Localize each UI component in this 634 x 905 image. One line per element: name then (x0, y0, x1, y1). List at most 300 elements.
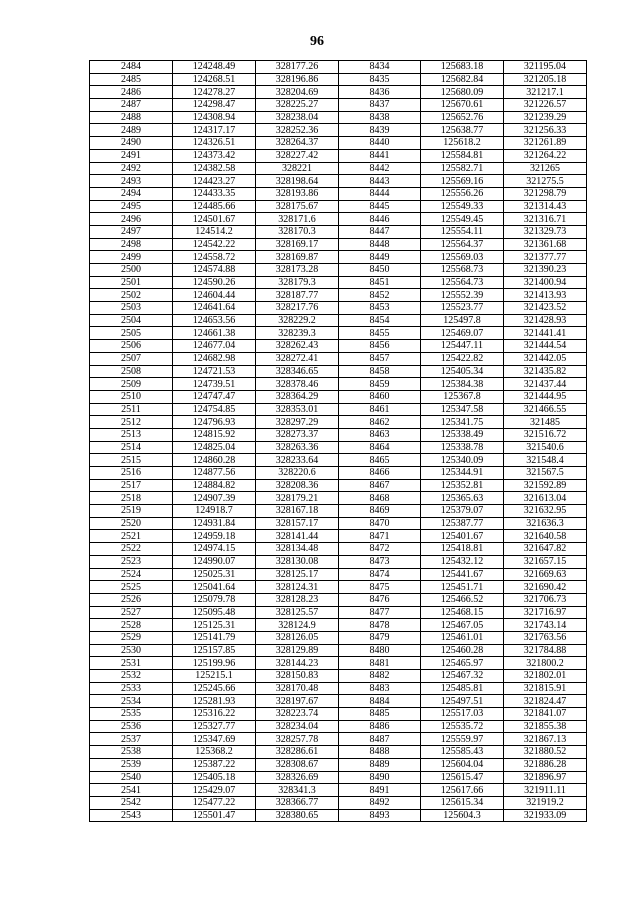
y-coordinate-right-cell: 321205.18 (504, 73, 587, 86)
y-coordinate-right-cell: 321800.2 (504, 657, 587, 670)
x-coordinate-right-cell: 125638.77 (421, 124, 504, 137)
point-number-right-cell: 8446 (339, 213, 421, 226)
table-row (90, 162, 587, 175)
x-coordinate-right-cell: 125535.72 (421, 720, 504, 733)
y-coordinate-right-cell: 321867.13 (504, 733, 587, 746)
x-coordinate-left-cell: 124542.22 (173, 238, 256, 251)
point-number-left-cell: 2502 (90, 289, 173, 302)
y-coordinate-right-cell: 321275.5 (504, 175, 587, 188)
x-coordinate-left-cell: 124278.27 (173, 86, 256, 99)
point-number-right-cell: 8471 (339, 530, 421, 543)
point-number-right-cell: 8465 (339, 454, 421, 467)
y-coordinate-right-cell: 321632.95 (504, 505, 587, 518)
y-coordinate-right-cell: 321567.5 (504, 467, 587, 480)
point-number-left-cell: 2495 (90, 200, 173, 213)
y-coordinate-left-cell: 328286.61 (256, 746, 339, 759)
x-coordinate-left-cell: 125025.31 (173, 568, 256, 581)
y-coordinate-left-cell: 328364.29 (256, 390, 339, 403)
table-row (90, 428, 587, 441)
y-coordinate-left-cell: 328221 (256, 162, 339, 175)
x-coordinate-right-cell: 125447.11 (421, 340, 504, 353)
x-coordinate-right-cell: 125485.81 (421, 682, 504, 695)
point-number-left-cell: 2494 (90, 187, 173, 200)
y-coordinate-right-cell: 321815.91 (504, 682, 587, 695)
y-coordinate-right-cell: 321256.33 (504, 124, 587, 137)
table-row (90, 771, 587, 784)
point-number-left-cell: 2496 (90, 213, 173, 226)
x-coordinate-left-cell: 124248.49 (173, 61, 256, 74)
table-row (90, 505, 587, 518)
point-number-left-cell: 2513 (90, 428, 173, 441)
y-coordinate-left-cell: 328239.3 (256, 327, 339, 340)
x-coordinate-right-cell: 125582.71 (421, 162, 504, 175)
point-number-right-cell: 8436 (339, 86, 421, 99)
point-number-left-cell: 2525 (90, 581, 173, 594)
x-coordinate-right-cell: 125451.71 (421, 581, 504, 594)
x-coordinate-left-cell: 124317.17 (173, 124, 256, 137)
y-coordinate-left-cell: 328130.08 (256, 555, 339, 568)
y-coordinate-right-cell: 321239.29 (504, 111, 587, 124)
x-coordinate-left-cell: 125215.1 (173, 670, 256, 683)
table-row (90, 61, 587, 74)
y-coordinate-left-cell: 328220.6 (256, 467, 339, 480)
y-coordinate-right-cell: 321413.93 (504, 289, 587, 302)
table-row (90, 784, 587, 797)
table-row (90, 631, 587, 644)
x-coordinate-right-cell: 125604.04 (421, 758, 504, 771)
point-number-left-cell: 2523 (90, 555, 173, 568)
x-coordinate-left-cell: 125477.22 (173, 796, 256, 809)
y-coordinate-right-cell: 321264.22 (504, 149, 587, 162)
point-number-right-cell: 8449 (339, 251, 421, 264)
y-coordinate-right-cell: 321911.11 (504, 784, 587, 797)
point-number-left-cell: 2508 (90, 365, 173, 378)
point-number-right-cell: 8454 (339, 314, 421, 327)
x-coordinate-right-cell: 125569.03 (421, 251, 504, 264)
table-row (90, 581, 587, 594)
y-coordinate-left-cell: 328126.05 (256, 631, 339, 644)
y-coordinate-left-cell: 328128.23 (256, 593, 339, 606)
y-coordinate-left-cell: 328179.3 (256, 276, 339, 289)
point-number-right-cell: 8453 (339, 302, 421, 315)
table-row (90, 809, 587, 822)
y-coordinate-right-cell: 321690.42 (504, 581, 587, 594)
y-coordinate-left-cell: 328341.3 (256, 784, 339, 797)
x-coordinate-left-cell: 125368.2 (173, 746, 256, 759)
table-row (90, 378, 587, 391)
y-coordinate-right-cell: 321896.97 (504, 771, 587, 784)
point-number-left-cell: 2534 (90, 695, 173, 708)
table-row (90, 302, 587, 315)
x-coordinate-left-cell: 125316.22 (173, 708, 256, 721)
x-coordinate-left-cell: 124574.88 (173, 264, 256, 277)
x-coordinate-left-cell: 124796.93 (173, 416, 256, 429)
table-row (90, 314, 587, 327)
x-coordinate-right-cell: 125441.67 (421, 568, 504, 581)
y-coordinate-left-cell: 328124.31 (256, 581, 339, 594)
table-row (90, 251, 587, 264)
x-coordinate-right-cell: 125422.82 (421, 352, 504, 365)
y-coordinate-right-cell: 321400.94 (504, 276, 587, 289)
point-number-right-cell: 8485 (339, 708, 421, 721)
table-row (90, 568, 587, 581)
x-coordinate-right-cell: 125461.01 (421, 631, 504, 644)
table-row (90, 200, 587, 213)
x-coordinate-left-cell: 124514.2 (173, 225, 256, 238)
table-row (90, 111, 587, 124)
table-row (90, 264, 587, 277)
point-number-left-cell: 2533 (90, 682, 173, 695)
table-row (90, 796, 587, 809)
point-number-right-cell: 8488 (339, 746, 421, 759)
y-coordinate-right-cell: 321435.82 (504, 365, 587, 378)
point-number-right-cell: 8452 (339, 289, 421, 302)
x-coordinate-right-cell: 125338.49 (421, 428, 504, 441)
point-number-right-cell: 8493 (339, 809, 421, 822)
table-row (90, 187, 587, 200)
y-coordinate-left-cell: 328262.43 (256, 340, 339, 353)
point-number-left-cell: 2512 (90, 416, 173, 429)
y-coordinate-right-cell: 321226.57 (504, 99, 587, 112)
x-coordinate-right-cell: 125559.97 (421, 733, 504, 746)
point-number-right-cell: 8481 (339, 657, 421, 670)
y-coordinate-left-cell: 328177.26 (256, 61, 339, 74)
table-row (90, 555, 587, 568)
table-row (90, 149, 587, 162)
y-coordinate-left-cell: 328144.23 (256, 657, 339, 670)
point-number-left-cell: 2514 (90, 441, 173, 454)
y-coordinate-right-cell: 321647.82 (504, 543, 587, 556)
y-coordinate-right-cell: 321841.07 (504, 708, 587, 721)
y-coordinate-right-cell: 321261.89 (504, 137, 587, 150)
point-number-right-cell: 8435 (339, 73, 421, 86)
table-row (90, 340, 587, 353)
point-number-right-cell: 8445 (339, 200, 421, 213)
x-coordinate-right-cell: 125341.75 (421, 416, 504, 429)
x-coordinate-right-cell: 125617.66 (421, 784, 504, 797)
point-number-left-cell: 2542 (90, 796, 173, 809)
x-coordinate-left-cell: 124382.58 (173, 162, 256, 175)
x-coordinate-left-cell: 125125.31 (173, 619, 256, 632)
point-number-right-cell: 8444 (339, 187, 421, 200)
x-coordinate-left-cell: 124907.39 (173, 492, 256, 505)
y-coordinate-right-cell: 321636.3 (504, 517, 587, 530)
point-number-left-cell: 2541 (90, 784, 173, 797)
table-row (90, 86, 587, 99)
x-coordinate-right-cell: 125652.76 (421, 111, 504, 124)
point-number-right-cell: 8438 (339, 111, 421, 124)
y-coordinate-right-cell: 321706.73 (504, 593, 587, 606)
y-coordinate-left-cell: 328129.89 (256, 644, 339, 657)
point-number-left-cell: 2535 (90, 708, 173, 721)
x-coordinate-left-cell: 124959.18 (173, 530, 256, 543)
y-coordinate-right-cell: 321314.43 (504, 200, 587, 213)
y-coordinate-right-cell: 321444.95 (504, 390, 587, 403)
point-number-right-cell: 8455 (339, 327, 421, 340)
y-coordinate-right-cell: 321195.04 (504, 61, 587, 74)
x-coordinate-right-cell: 125347.58 (421, 403, 504, 416)
x-coordinate-right-cell: 125338.78 (421, 441, 504, 454)
y-coordinate-left-cell: 328173.28 (256, 264, 339, 277)
point-number-left-cell: 2488 (90, 111, 173, 124)
x-coordinate-right-cell: 125468.15 (421, 606, 504, 619)
y-coordinate-right-cell: 321428.93 (504, 314, 587, 327)
point-number-left-cell: 2539 (90, 758, 173, 771)
y-coordinate-right-cell: 321640.58 (504, 530, 587, 543)
x-coordinate-right-cell: 125344.91 (421, 467, 504, 480)
table-row (90, 720, 587, 733)
point-number-right-cell: 8441 (339, 149, 421, 162)
point-number-left-cell: 2536 (90, 720, 173, 733)
point-number-left-cell: 2511 (90, 403, 173, 416)
y-coordinate-left-cell: 328257.78 (256, 733, 339, 746)
y-coordinate-right-cell: 321485 (504, 416, 587, 429)
point-number-left-cell: 2497 (90, 225, 173, 238)
table-row (90, 619, 587, 632)
x-coordinate-left-cell: 125281.93 (173, 695, 256, 708)
y-coordinate-left-cell: 328380.65 (256, 809, 339, 822)
x-coordinate-left-cell: 124860.28 (173, 454, 256, 467)
table-row (90, 175, 587, 188)
y-coordinate-right-cell: 321466.55 (504, 403, 587, 416)
point-number-left-cell: 2519 (90, 505, 173, 518)
table-row (90, 137, 587, 150)
point-number-right-cell: 8459 (339, 378, 421, 391)
y-coordinate-left-cell: 328225.27 (256, 99, 339, 112)
point-number-left-cell: 2540 (90, 771, 173, 784)
table-row (90, 682, 587, 695)
point-number-left-cell: 2504 (90, 314, 173, 327)
y-coordinate-right-cell: 321886.28 (504, 758, 587, 771)
y-coordinate-right-cell: 321669.63 (504, 568, 587, 581)
y-coordinate-right-cell: 321442.05 (504, 352, 587, 365)
point-number-left-cell: 2487 (90, 99, 173, 112)
x-coordinate-left-cell: 125347.69 (173, 733, 256, 746)
y-coordinate-left-cell: 328234.04 (256, 720, 339, 733)
y-coordinate-left-cell: 328227.42 (256, 149, 339, 162)
table-row (90, 276, 587, 289)
point-number-right-cell: 8479 (339, 631, 421, 644)
point-number-left-cell: 2501 (90, 276, 173, 289)
table-row (90, 238, 587, 251)
table-row (90, 606, 587, 619)
point-number-right-cell: 8451 (339, 276, 421, 289)
y-coordinate-right-cell: 321329.73 (504, 225, 587, 238)
x-coordinate-left-cell: 124747.47 (173, 390, 256, 403)
y-coordinate-left-cell: 328198.64 (256, 175, 339, 188)
x-coordinate-left-cell: 125041.64 (173, 581, 256, 594)
table-row (90, 99, 587, 112)
point-number-right-cell: 8467 (339, 479, 421, 492)
table-row (90, 390, 587, 403)
x-coordinate-left-cell: 124682.98 (173, 352, 256, 365)
point-number-right-cell: 8450 (339, 264, 421, 277)
y-coordinate-left-cell: 328170.3 (256, 225, 339, 238)
y-coordinate-right-cell: 321390.23 (504, 264, 587, 277)
y-coordinate-left-cell: 328297.29 (256, 416, 339, 429)
y-coordinate-right-cell: 321437.44 (504, 378, 587, 391)
y-coordinate-right-cell: 321361.68 (504, 238, 587, 251)
point-number-right-cell: 8474 (339, 568, 421, 581)
point-number-right-cell: 8486 (339, 720, 421, 733)
x-coordinate-right-cell: 125554.11 (421, 225, 504, 238)
y-coordinate-left-cell: 328197.67 (256, 695, 339, 708)
y-coordinate-left-cell: 328167.18 (256, 505, 339, 518)
x-coordinate-right-cell: 125682.84 (421, 73, 504, 86)
point-number-right-cell: 8478 (339, 619, 421, 632)
x-coordinate-left-cell: 124931.84 (173, 517, 256, 530)
x-coordinate-right-cell: 125467.05 (421, 619, 504, 632)
x-coordinate-left-cell: 125157.85 (173, 644, 256, 657)
y-coordinate-left-cell: 328326.69 (256, 771, 339, 784)
x-coordinate-left-cell: 125327.77 (173, 720, 256, 733)
table-row (90, 73, 587, 86)
x-coordinate-right-cell: 125497.51 (421, 695, 504, 708)
point-number-left-cell: 2498 (90, 238, 173, 251)
y-coordinate-left-cell: 328346.65 (256, 365, 339, 378)
x-coordinate-right-cell: 125556.26 (421, 187, 504, 200)
table-row (90, 124, 587, 137)
x-coordinate-right-cell: 125401.67 (421, 530, 504, 543)
y-coordinate-left-cell: 328308.67 (256, 758, 339, 771)
table-row (90, 644, 587, 657)
x-coordinate-right-cell: 125549.33 (421, 200, 504, 213)
point-number-left-cell: 2521 (90, 530, 173, 543)
y-coordinate-right-cell: 321802.01 (504, 670, 587, 683)
table-row (90, 543, 587, 556)
x-coordinate-left-cell: 124739.51 (173, 378, 256, 391)
y-coordinate-left-cell: 328179.21 (256, 492, 339, 505)
x-coordinate-left-cell: 124754.85 (173, 403, 256, 416)
y-coordinate-left-cell: 328196.86 (256, 73, 339, 86)
point-number-right-cell: 8468 (339, 492, 421, 505)
point-number-left-cell: 2510 (90, 390, 173, 403)
x-coordinate-right-cell: 125549.45 (421, 213, 504, 226)
table-row (90, 695, 587, 708)
y-coordinate-left-cell: 328187.77 (256, 289, 339, 302)
y-coordinate-right-cell: 321657.15 (504, 555, 587, 568)
x-coordinate-right-cell: 125467.32 (421, 670, 504, 683)
x-coordinate-right-cell: 125384.38 (421, 378, 504, 391)
x-coordinate-right-cell: 125517.03 (421, 708, 504, 721)
x-coordinate-right-cell: 125615.47 (421, 771, 504, 784)
page-number: 96 (310, 34, 324, 49)
y-coordinate-left-cell: 328124.9 (256, 619, 339, 632)
point-number-left-cell: 2527 (90, 606, 173, 619)
y-coordinate-right-cell: 321919.2 (504, 796, 587, 809)
y-coordinate-right-cell: 321516.72 (504, 428, 587, 441)
x-coordinate-left-cell: 125405.18 (173, 771, 256, 784)
y-coordinate-left-cell: 328208.36 (256, 479, 339, 492)
point-number-left-cell: 2532 (90, 670, 173, 683)
coordinates-table (89, 60, 587, 822)
x-coordinate-right-cell: 125365.63 (421, 492, 504, 505)
y-coordinate-right-cell: 321540.6 (504, 441, 587, 454)
x-coordinate-left-cell: 125079.78 (173, 593, 256, 606)
x-coordinate-right-cell: 125670.61 (421, 99, 504, 112)
x-coordinate-right-cell: 125379.07 (421, 505, 504, 518)
point-number-right-cell: 8464 (339, 441, 421, 454)
y-coordinate-left-cell: 328252.36 (256, 124, 339, 137)
y-coordinate-left-cell: 328273.37 (256, 428, 339, 441)
table-row (90, 593, 587, 606)
x-coordinate-left-cell: 124423.27 (173, 175, 256, 188)
table-row (90, 441, 587, 454)
point-number-right-cell: 8456 (339, 340, 421, 353)
point-number-left-cell: 2528 (90, 619, 173, 632)
y-coordinate-left-cell: 328264.37 (256, 137, 339, 150)
x-coordinate-right-cell: 125523.77 (421, 302, 504, 315)
point-number-right-cell: 8490 (339, 771, 421, 784)
point-number-right-cell: 8470 (339, 517, 421, 530)
x-coordinate-right-cell: 125340.09 (421, 454, 504, 467)
y-coordinate-right-cell: 321784.88 (504, 644, 587, 657)
x-coordinate-right-cell: 125569.16 (421, 175, 504, 188)
x-coordinate-left-cell: 125245.66 (173, 682, 256, 695)
point-number-right-cell: 8472 (339, 543, 421, 556)
y-coordinate-left-cell: 328170.48 (256, 682, 339, 695)
y-coordinate-left-cell: 328263.36 (256, 441, 339, 454)
table-row (90, 416, 587, 429)
point-number-left-cell: 2529 (90, 631, 173, 644)
point-number-left-cell: 2543 (90, 809, 173, 822)
table-row (90, 225, 587, 238)
point-number-left-cell: 2509 (90, 378, 173, 391)
y-coordinate-left-cell: 328229.2 (256, 314, 339, 327)
x-coordinate-left-cell: 124721.53 (173, 365, 256, 378)
x-coordinate-right-cell: 125564.37 (421, 238, 504, 251)
point-number-right-cell: 8460 (339, 390, 421, 403)
x-coordinate-right-cell: 125615.34 (421, 796, 504, 809)
y-coordinate-left-cell: 328150.83 (256, 670, 339, 683)
point-number-right-cell: 8473 (339, 555, 421, 568)
x-coordinate-right-cell: 125387.77 (421, 517, 504, 530)
point-number-left-cell: 2490 (90, 137, 173, 150)
point-number-left-cell: 2492 (90, 162, 173, 175)
table-row (90, 517, 587, 530)
x-coordinate-left-cell: 124877.56 (173, 467, 256, 480)
point-number-right-cell: 8437 (339, 99, 421, 112)
x-coordinate-right-cell: 125604.3 (421, 809, 504, 822)
point-number-left-cell: 2486 (90, 86, 173, 99)
point-number-right-cell: 8434 (339, 61, 421, 74)
point-number-right-cell: 8440 (339, 137, 421, 150)
x-coordinate-right-cell: 125367.8 (421, 390, 504, 403)
point-number-left-cell: 2517 (90, 479, 173, 492)
y-coordinate-right-cell: 321423.52 (504, 302, 587, 315)
x-coordinate-right-cell: 125497.8 (421, 314, 504, 327)
y-coordinate-left-cell: 328366.77 (256, 796, 339, 809)
point-number-right-cell: 8466 (339, 467, 421, 480)
x-coordinate-left-cell: 124990.07 (173, 555, 256, 568)
x-coordinate-right-cell: 125466.52 (421, 593, 504, 606)
y-coordinate-right-cell: 321824.47 (504, 695, 587, 708)
x-coordinate-right-cell: 125432.12 (421, 555, 504, 568)
point-number-left-cell: 2537 (90, 733, 173, 746)
point-number-left-cell: 2500 (90, 264, 173, 277)
point-number-right-cell: 8447 (339, 225, 421, 238)
table-row (90, 746, 587, 759)
x-coordinate-right-cell: 125584.81 (421, 149, 504, 162)
x-coordinate-right-cell: 125680.09 (421, 86, 504, 99)
y-coordinate-right-cell: 321592.89 (504, 479, 587, 492)
point-number-right-cell: 8461 (339, 403, 421, 416)
point-number-right-cell: 8480 (339, 644, 421, 657)
table-row (90, 670, 587, 683)
y-coordinate-left-cell: 328204.69 (256, 86, 339, 99)
x-coordinate-left-cell: 124485.66 (173, 200, 256, 213)
x-coordinate-left-cell: 125501.47 (173, 809, 256, 822)
